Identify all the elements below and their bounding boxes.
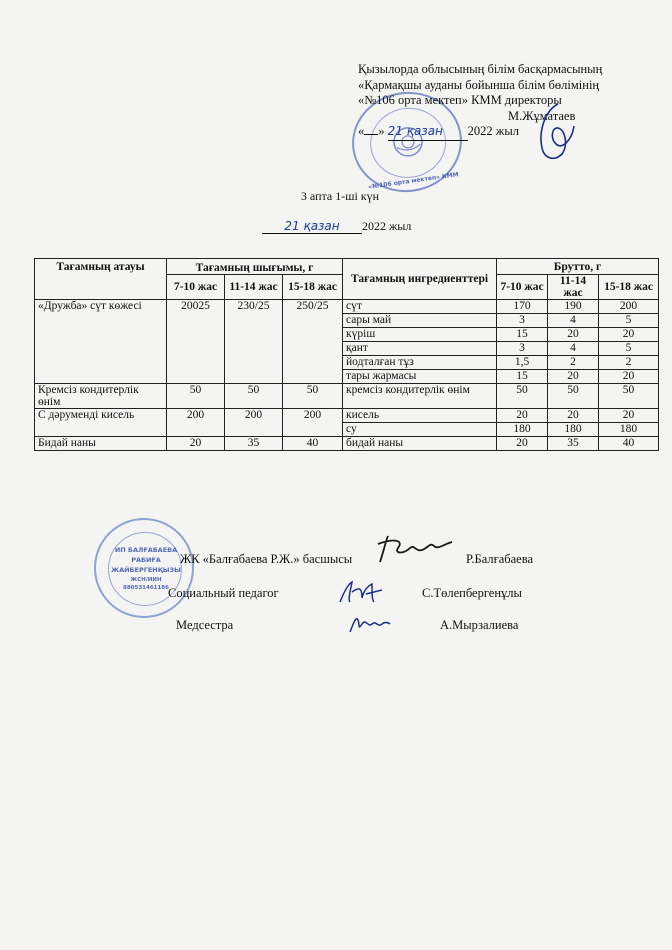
gross-value: 15 — [497, 328, 548, 342]
approval-line-1: Қызылорда облысының білім басқармасының — [358, 62, 603, 76]
yield-value: 20025 — [167, 300, 225, 384]
page-title: 3 апта 1-ші күн — [300, 189, 380, 203]
gross-value: 170 — [497, 300, 548, 314]
ingredient: су — [343, 423, 497, 437]
gross-value: 190 — [548, 300, 599, 314]
ingredient: күріш — [343, 328, 497, 342]
yield-value: 40 — [283, 437, 343, 451]
yield-value: 50 — [167, 384, 225, 409]
ingredient: тары жармасы — [343, 370, 497, 384]
signature-role-1: ЖК «Балғабаева Р.Ж.» басшысы — [180, 552, 353, 566]
approval-date-handwritten: 21 қазан — [388, 124, 468, 141]
signature-role-2: Социальный педагог — [168, 586, 279, 600]
approval-line-3: «№106 орта мектеп» КММ директоры — [358, 93, 562, 107]
approval-date — [358, 124, 658, 141]
pedagogue-signature — [336, 578, 386, 608]
menu-date-suffix: 2022 жыл — [362, 219, 412, 233]
approval-block — [358, 62, 658, 141]
gross-value: 5 — [599, 342, 659, 356]
gross-value: 50 — [497, 384, 548, 409]
gross-value: 5 — [599, 314, 659, 328]
ingredient: сүт — [343, 300, 497, 314]
yield-age-11-14: 11-14 жас — [225, 275, 283, 300]
signature-name-2: С.Төлепбергенұлы — [422, 586, 522, 600]
gross-value: 20 — [599, 370, 659, 384]
stamp-line-5: 880531461186 — [123, 585, 169, 591]
gross-value: 35 — [548, 437, 599, 451]
head-signature — [374, 532, 456, 568]
gross-value: 50 — [548, 384, 599, 409]
gross-value: 180 — [497, 423, 548, 437]
gross-value: 2 — [599, 356, 659, 370]
gross-value: 180 — [599, 423, 659, 437]
approval-date-suffix: 2022 жыл — [467, 124, 520, 138]
col-dish-name: Тағамның атауы — [35, 259, 167, 300]
yield-value: 200 — [225, 409, 283, 437]
date-quote-close: » — [378, 124, 385, 138]
yield-value: 20 — [167, 437, 225, 451]
yield-value: 50 — [225, 384, 283, 409]
signature-name-3: А.Мырзалиева — [440, 618, 519, 632]
gross-value: 4 — [548, 342, 599, 356]
ingredient: кремсіз кондитерлік өнім — [343, 384, 497, 409]
ingredient: қант — [343, 342, 497, 356]
gross-value: 50 — [599, 384, 659, 409]
ingredient: кисель — [343, 409, 497, 423]
gross-value: 40 — [599, 437, 659, 451]
gross-value: 4 — [548, 314, 599, 328]
table-row — [35, 437, 659, 451]
gross-age-15-18: 15-18 жас — [599, 275, 659, 300]
signature-role-3: Медсестра — [176, 618, 234, 632]
yield-value: 250/25 — [283, 300, 343, 384]
ingredient: йодталған тұз — [343, 356, 497, 370]
stamp-top-text: «№106 орта мектеп» КММ — [367, 171, 460, 191]
gross-value: 20 — [599, 328, 659, 342]
stamp-line-4: ЖСН/ИИН — [130, 577, 162, 583]
dish-name: Бидай наны — [35, 437, 167, 451]
entrepreneur-stamp — [94, 518, 194, 618]
gross-value: 20 — [548, 328, 599, 342]
gross-age-7-10: 7-10 жас — [497, 275, 548, 300]
gross-value: 20 — [548, 409, 599, 423]
menu-date-handwritten: 21 қазан — [262, 219, 362, 234]
gross-value: 20 — [548, 370, 599, 384]
ingredient: бидай наны — [343, 437, 497, 451]
gross-value: 200 — [599, 300, 659, 314]
yield-age-15-18: 15-18 жас — [283, 275, 343, 300]
stamp-line-1: ИП БАЛҒАБАЕВА — [114, 546, 178, 554]
yield-value: 200 — [283, 409, 343, 437]
date-quote-open: « — [358, 124, 365, 138]
col-yield: Тағамның шығымы, г — [167, 259, 343, 275]
approval-line-2: «Қармақшы ауданы бойынша білім бөлімінің — [358, 77, 600, 92]
table-row — [35, 300, 659, 314]
table-row — [35, 409, 659, 423]
col-gross: Брутто, г — [497, 259, 659, 275]
director-signature — [528, 100, 578, 168]
gross-value: 20 — [497, 437, 548, 451]
yield-age-7-10: 7-10 жас — [167, 275, 225, 300]
dish-name: Кремсіз кондитерлік өнім — [35, 384, 167, 409]
gross-value: 2 — [548, 356, 599, 370]
day-blank — [364, 134, 378, 135]
gross-value: 20 — [497, 409, 548, 423]
stamp-line-2: РАБИҒА — [131, 556, 161, 564]
yield-value: 230/25 — [225, 300, 283, 384]
table-row — [35, 384, 659, 409]
gross-value: 3 — [497, 314, 548, 328]
gross-value: 1,5 — [497, 356, 548, 370]
gross-age-11-14: 11-14 жас — [548, 275, 599, 300]
ingredient: сары май — [343, 314, 497, 328]
col-ingredients: Тағамның ингредиенттері — [343, 259, 497, 300]
signature-name-1: Р.Балғабаева — [466, 552, 534, 566]
yield-value: 35 — [225, 437, 283, 451]
dish-name: «Дружба» сүт көжесі — [35, 300, 167, 384]
director-name: М.Жұматаев — [508, 108, 576, 123]
yield-value: 50 — [283, 384, 343, 409]
menu-date — [262, 219, 411, 234]
gross-value: 20 — [599, 409, 659, 423]
stamp-line-3: ЖАЙБЕРГЕНҚЫЗЫ — [111, 566, 181, 574]
nurse-signature — [348, 612, 392, 636]
gross-value: 180 — [548, 423, 599, 437]
dish-name: С дәруменді кисель — [35, 409, 167, 437]
yield-value: 200 — [167, 409, 225, 437]
gross-value: 15 — [497, 370, 548, 384]
gross-value: 3 — [497, 342, 548, 356]
menu-table — [34, 258, 659, 451]
